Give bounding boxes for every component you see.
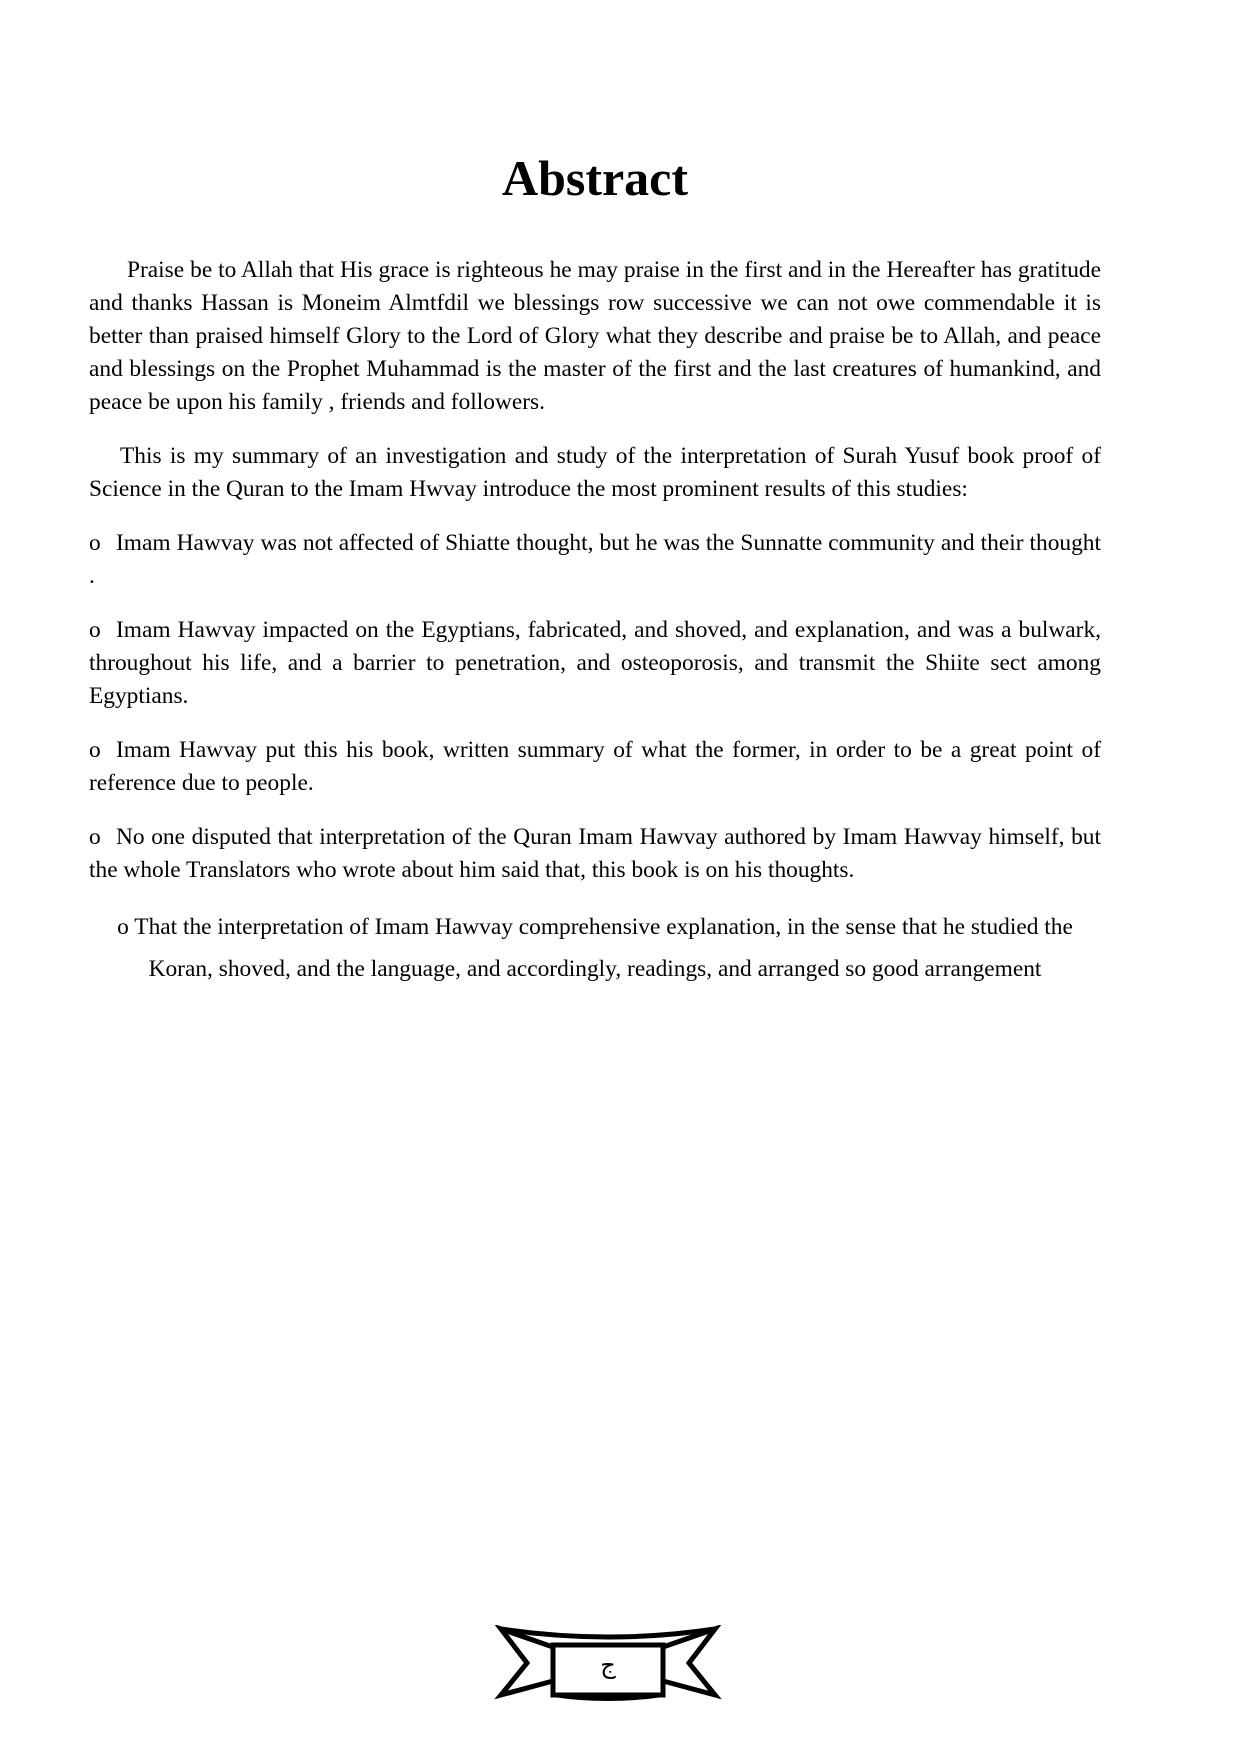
bullet-marker: o <box>89 530 101 556</box>
result-item <box>89 614 1101 713</box>
bullet-marker: o <box>89 824 101 850</box>
result-item <box>89 906 1101 990</box>
result-text: No one disputed that interpretation of the Quran Imam Hawvay authored by Imam Hawvay himself, but the whole Translators who wrote about him said that, this book is on his thoughts. <box>89 824 1101 883</box>
result-text: That the interpretation of Imam Hawvay comprehensive explanation, in the sense that he studied the Koran, shoved, and the language, and accordingly, readings, and arranged so good arrangement <box>134 914 1073 982</box>
bullet-marker: o <box>89 737 101 763</box>
page-number: ج <box>600 1651 616 1679</box>
intro-paragraph: Praise be to Allah that His grace is righteous he may praise in the first and in the Hereafter has gratitude and thanks Hassan is Moneim Almtfdil we blessings row successive we can not owe commendable it is better than praised himself Glory to the Lord of Glory what they describe and praise be to Allah, and peace and blessings on the Prophet Muhammad is the master of the first and the last creatures of humankind, and peace be upon his family , friends and followers. <box>89 257 1101 415</box>
bullet-marker: o <box>89 617 101 643</box>
bullet-marker: o <box>117 914 129 940</box>
result-item <box>89 734 1101 800</box>
result-text: Imam Hawvay was not affected of Shiatte thought, but he was the Sunnatte community and their thought . <box>89 530 1101 589</box>
result-item <box>89 527 1101 593</box>
summary-paragraph: This is my summary of an investigation and study of the interpretation of Surah Yusuf book proof of Science in the Quran to the Imam Hwvay introduce the most prominent results of this studies: <box>89 443 1101 502</box>
result-item <box>89 821 1101 887</box>
result-text: Imam Hawvay impacted on the Egyptians, fabricated, and shoved, and explanation, and was a bulwark, throughout his life, and a barrier to penetration, and osteoporosis, and transmit the Shiite sect among Egyptians. <box>89 617 1101 709</box>
result-text: Imam Hawvay put this his book, written summary of what the former, in order to be a great point of reference due to people. <box>89 737 1101 796</box>
abstract-body <box>89 254 1101 1011</box>
page-title: Abstract <box>501 150 689 206</box>
